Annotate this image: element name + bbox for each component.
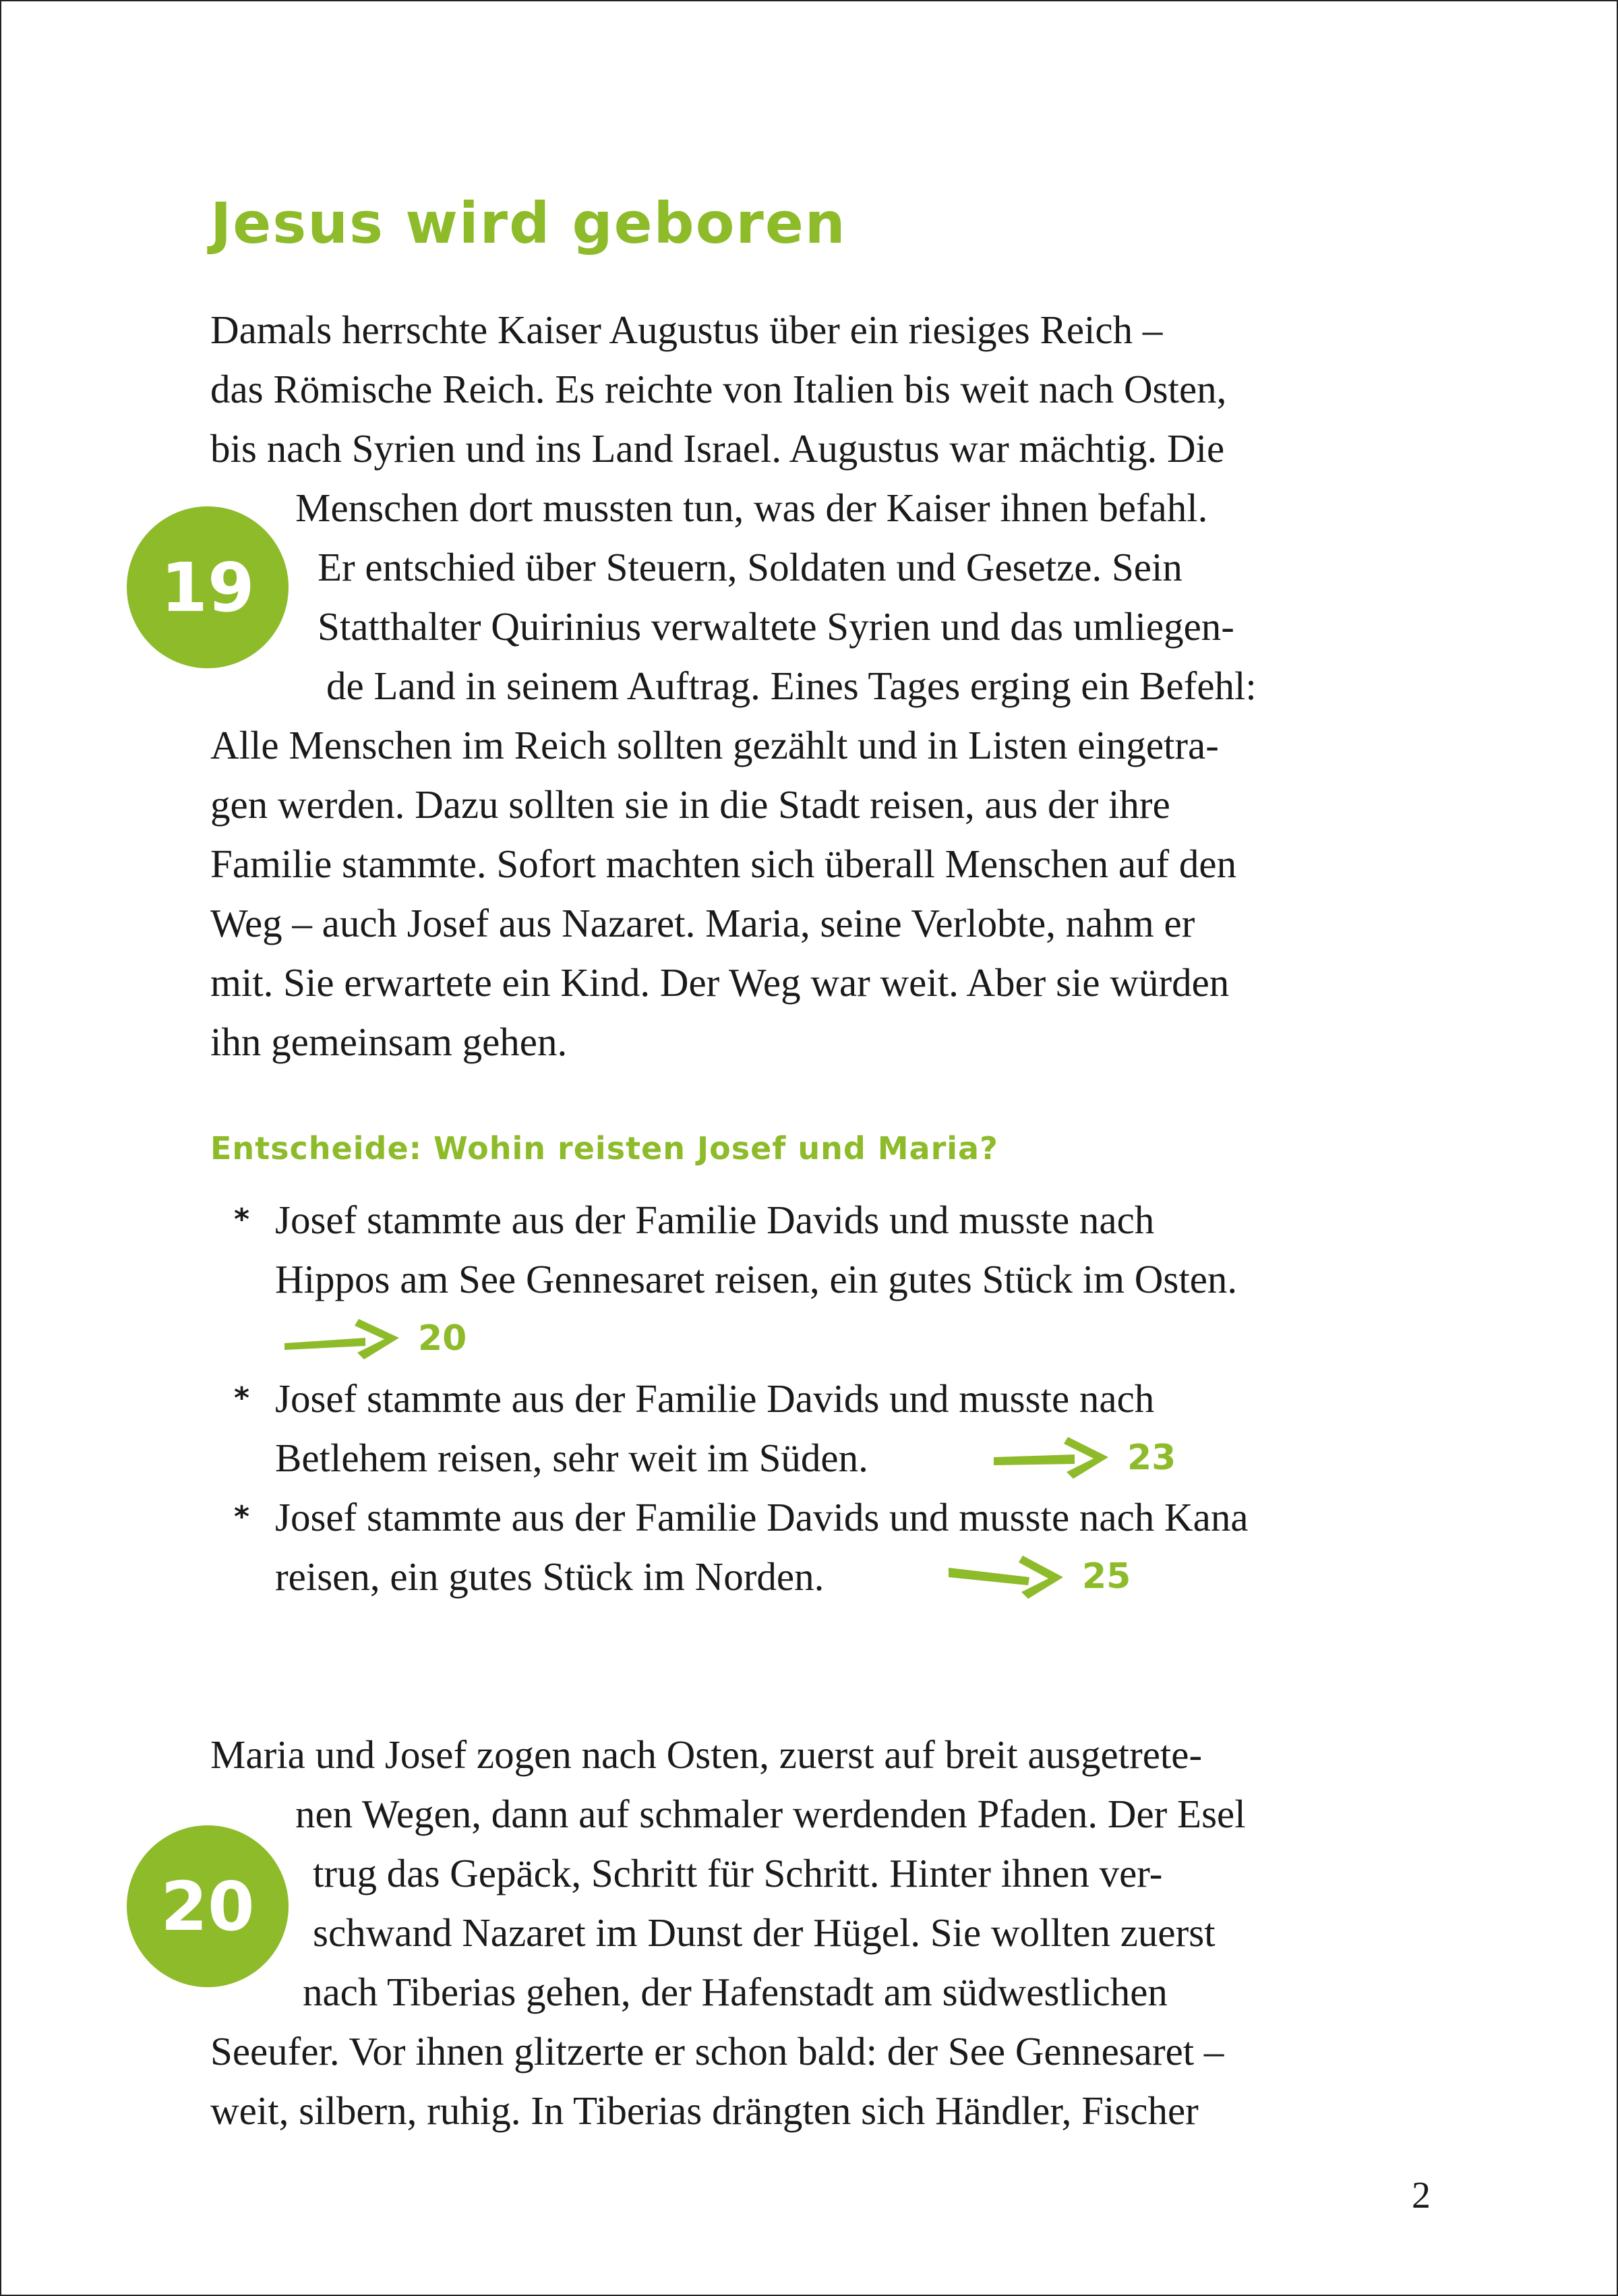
text-line: weit, silbern, ruhig. In Tiberias drängten sich Händler, Fischer xyxy=(210,2088,1199,2133)
asterisk-bullet-icon: * xyxy=(234,1202,250,1237)
text-line: Menschen dort mussten tun, was der Kaiser ihnen befahl. xyxy=(295,485,1208,530)
text-line: bis nach Syrien und ins Land Israel. Augustus war mächtig. Die xyxy=(210,426,1225,471)
text-line: nen Wegen, dann auf schmaler werdenden Pfaden. Der Esel xyxy=(295,1792,1246,1836)
arrow-right-icon xyxy=(994,1434,1115,1481)
arrow-right-icon xyxy=(284,1315,406,1362)
text-line: schwand Nazaret im Dunst der Hügel. Sie wollten zuerst xyxy=(313,1910,1216,1955)
arrow-right-icon xyxy=(949,1553,1070,1600)
option-text: Josef stammte aus der Familie Davids und musste nach Kana xyxy=(275,1495,1249,1539)
text-line: Weg – auch Josef aus Nazaret. Maria, seine Verlobte, nahm er xyxy=(210,901,1195,945)
goto-section-number: 20 xyxy=(418,1318,467,1359)
text-line: de Land in seinem Auftrag. Eines Tages erging ein Befehl: xyxy=(326,664,1257,708)
text-line: Maria und Josef zogen nach Osten, zuerst auf breit ausgetrete- xyxy=(210,1732,1203,1777)
option-text: Hippos am See Gennesaret reisen, ein gutes Stück im Osten. xyxy=(275,1257,1238,1301)
text-line: nach Tiberias gehen, der Hafenstadt am südwestlichen xyxy=(303,1970,1168,2014)
page-title: Jesus wird geboren xyxy=(210,190,847,256)
text-line: trug das Gepäck, Schritt für Schritt. Hinter ihnen ver- xyxy=(313,1851,1163,1895)
text-line: Statthalter Quirinius verwaltete Syrien und das umliegen- xyxy=(318,604,1234,649)
option-text: Josef stammte aus der Familie Davids und musste nach xyxy=(275,1376,1155,1421)
text-line: gen werden. Dazu sollten sie in die Stadt reisen, aus der ihre xyxy=(210,782,1170,827)
goto-section-number: 23 xyxy=(1127,1438,1176,1478)
option-text: reisen, ein gutes Stück im Norden. xyxy=(275,1554,825,1599)
text-line: mit. Sie erwartete ein Kind. Der Weg war weit. Aber sie würden xyxy=(210,960,1230,1005)
text-line: Er entschied über Steuern, Soldaten und Gesetze. Sein xyxy=(318,545,1182,589)
page-number: 2 xyxy=(1412,2175,1431,2216)
decision-heading: Entscheide: Wohin reisten Josef und Maria? xyxy=(210,1130,998,1167)
section-number-badge-20: 20 xyxy=(127,1825,289,1987)
text-line: Damals herrschte Kaiser Augustus über ein riesiges Reich – xyxy=(210,307,1163,352)
text-line: Seeufer. Vor ihnen glitzerte er schon bald: der See Gennesaret – xyxy=(210,2029,1224,2073)
asterisk-bullet-icon: * xyxy=(234,1381,250,1415)
section-number-badge-19: 19 xyxy=(127,506,289,668)
goto-section-link-25[interactable] xyxy=(949,1547,1131,1606)
goto-section-number: 25 xyxy=(1082,1556,1131,1597)
option-text: Josef stammte aus der Familie Davids und musste nach xyxy=(275,1198,1155,1242)
goto-section-link-23[interactable] xyxy=(994,1428,1176,1488)
text-line: Familie stammte. Sofort machten sich überall Menschen auf den xyxy=(210,842,1237,886)
asterisk-bullet-icon: * xyxy=(234,1500,250,1534)
text-line: ihn gemeinsam gehen. xyxy=(210,1020,568,1064)
text-line: das Römische Reich. Es reichte von Italien bis weit nach Osten, xyxy=(210,367,1227,411)
option-text: Betlehem reisen, sehr weit im Süden. xyxy=(275,1436,868,1480)
goto-section-link-20[interactable] xyxy=(284,1309,467,1368)
text-line: Alle Menschen im Reich sollten gezählt und in Listen eingetra- xyxy=(210,723,1219,767)
